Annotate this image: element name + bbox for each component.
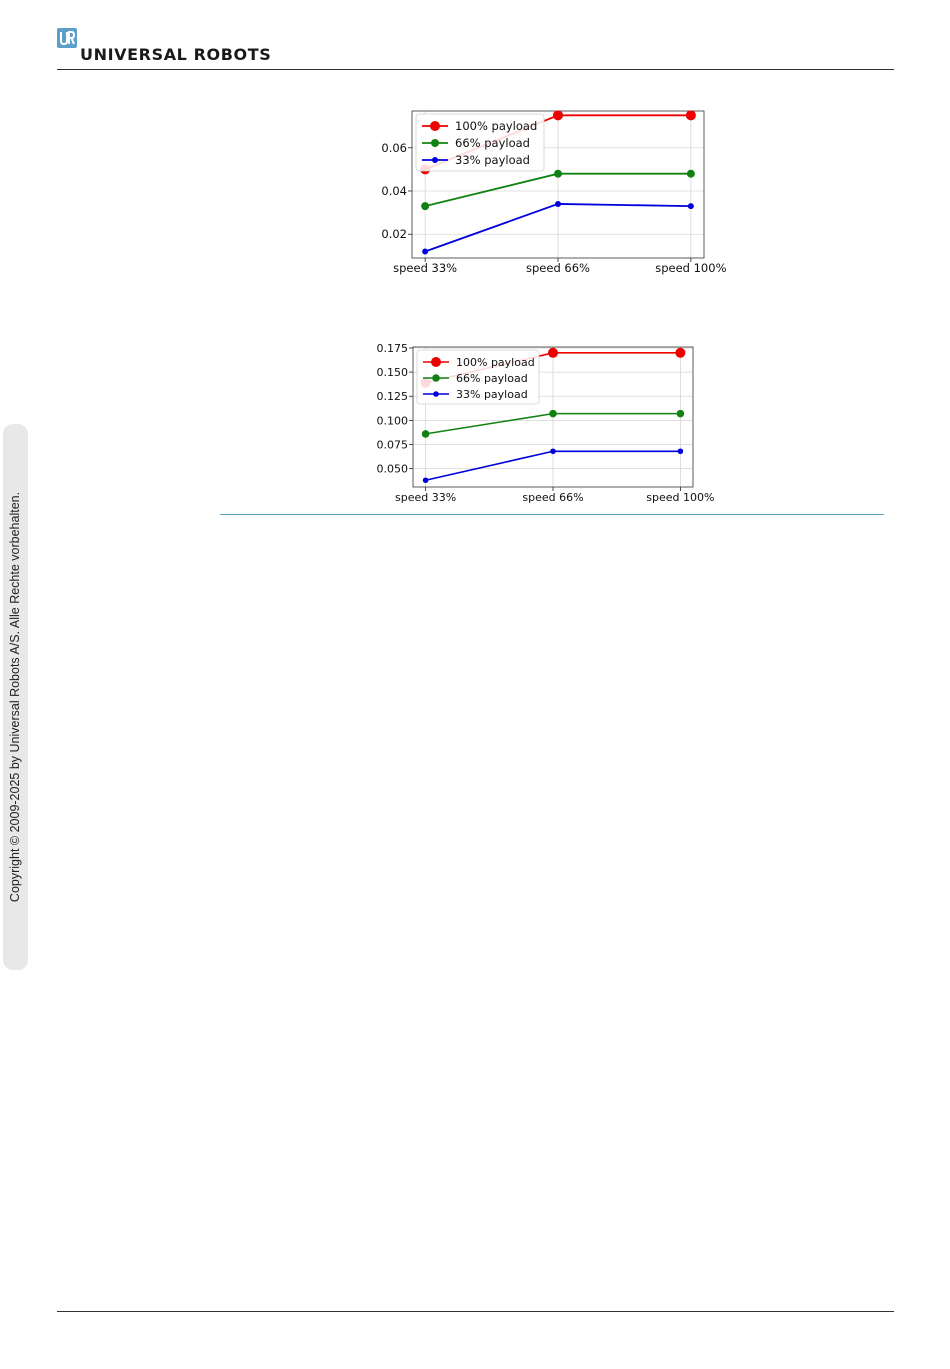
legend-label: 66% payload <box>455 136 530 150</box>
y-tick-label: 0.06 <box>381 140 407 155</box>
y-tick-label: 0.125 <box>376 390 408 404</box>
data-point <box>549 410 557 418</box>
chart-2 <box>0 0 950 520</box>
legend-label: 33% payload <box>455 153 530 167</box>
data-point <box>548 348 558 358</box>
x-tick-label: speed 66% <box>526 261 590 275</box>
y-tick-label: 0.100 <box>376 414 408 428</box>
y-tick-label: 0.175 <box>376 341 408 355</box>
data-point <box>550 448 556 454</box>
copyright-text: Copyright © 2009-2025 by Universal Robots A/S. Alle Rechte vorbehalten. <box>8 491 22 903</box>
x-tick-label: speed 100% <box>655 261 727 275</box>
legend-marker <box>432 374 440 382</box>
section-divider <box>220 514 884 515</box>
footer-divider <box>57 1311 894 1312</box>
x-tick-label: speed 66% <box>522 491 584 504</box>
legend-label: 66% payload <box>456 372 528 385</box>
x-tick-label: speed 33% <box>393 261 458 275</box>
data-point <box>677 410 685 418</box>
y-tick-label: 0.150 <box>376 366 408 380</box>
x-tick-label: speed 100% <box>646 491 715 504</box>
data-point <box>678 448 684 454</box>
legend-marker <box>431 357 441 367</box>
y-tick-label: 0.050 <box>376 462 408 476</box>
brand-name: UNIVERSAL ROBOTS <box>80 45 272 64</box>
y-tick-label: 0.075 <box>376 438 408 452</box>
legend-label: 33% payload <box>456 388 528 401</box>
legend-label: 100% payload <box>455 119 538 133</box>
y-tick-label: 0.02 <box>381 227 407 242</box>
data-point <box>675 348 685 358</box>
data-point <box>423 477 429 483</box>
y-tick-label: 0.04 <box>381 183 407 198</box>
data-point <box>422 430 430 438</box>
legend-marker <box>433 391 439 397</box>
legend-label: 100% payload <box>456 356 535 369</box>
x-tick-label: speed 33% <box>395 491 457 504</box>
